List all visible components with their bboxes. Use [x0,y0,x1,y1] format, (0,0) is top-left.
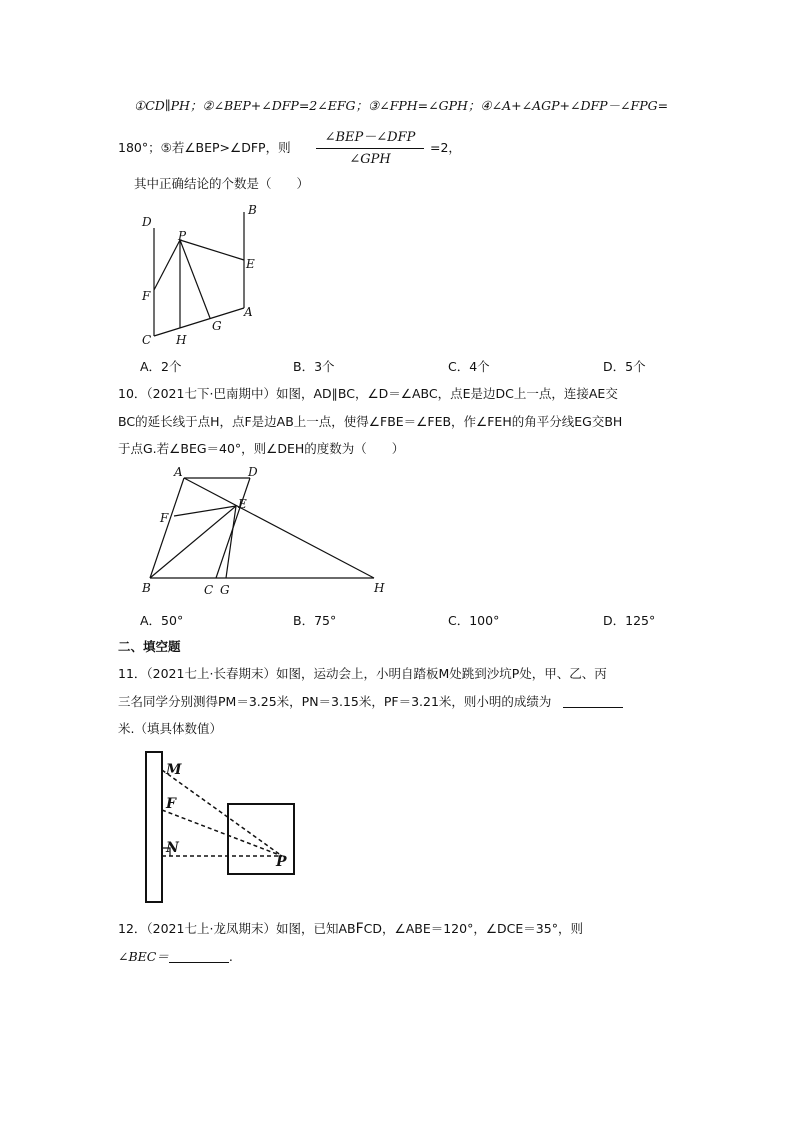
q11-line2 [118,692,623,710]
q10-option-c: C．100° [448,613,500,628]
q10-label-F: F [160,511,169,525]
q10-label-C: C [204,583,214,597]
q11-line3: 米.（填具体数值） [118,721,222,736]
q11-label-F: F [166,796,176,812]
q9-line-CA [154,308,244,336]
q10-line2: BC的延长线于点H，点F是边AB上一点，使得∠FBE＝∠FEB，作∠FEH的角平分线EG交BH [118,414,623,429]
q10-option-a: A．50° [140,613,184,628]
q9-label-C: C [142,333,152,347]
q9-fraction-denominator: ∠GPH [349,152,391,167]
q9-fraction-result: =2， [430,140,461,155]
q9-question: 其中正确结论的个数是（ ） [134,176,310,191]
q12-parallel-symbol: F [355,921,364,937]
q9-line-PE [180,240,244,260]
q11-takeoff-board [146,752,162,902]
q12-line2 [118,947,233,965]
q12-line1-start: 12．（2021七上·龙凤期末）如图，已知AB [118,921,356,936]
q9-label-A: A [244,305,253,319]
q10-option-d: D．125° [603,613,656,628]
section-title-fill-in: 二、填空题 [118,639,181,654]
q10-line1: 10．（2021七下·巴南期中）如图，AD∥BC，∠D＝∠ABC，点E是边DC上一点，连接AE交 [118,386,618,401]
q11-line1: 11．（2021七上·长春期末）如图，运动会上，小明自踏板M处跳到沙坑P处，甲、乙、丙 [118,666,607,681]
q12-line1-end: CD，∠ABE＝120°，∠DCE＝35°，则 [363,921,583,936]
q9-label-F: F [142,289,151,303]
q9-conditions-line1: ①CD∥PH；②∠BEP+∠DFP=2∠EFG；③∠FPH=∠GPH；④∠A+∠AGP+∠DFP－∠FPG= [134,98,669,113]
q9-label-B: B [248,203,257,217]
q10-label-A: A [174,465,183,479]
q9-conditions-line2: 180°；⑤若∠BEP>∠DFP，则 [118,140,291,155]
q10-line-AH [184,478,374,578]
q9-label-D: D [142,215,152,229]
q9-figure [130,198,270,348]
q12-line2-end: . [228,949,233,964]
q11-answer-blank[interactable] [563,695,623,708]
q11-line-PF [162,810,282,856]
q11-label-M: M [166,762,182,778]
q10-label-D: D [248,465,258,479]
q9-fraction [316,126,424,167]
q12-answer-blank[interactable] [169,950,229,963]
q9-option-d: D．5个 [603,359,646,374]
q10-label-G: G [220,583,230,597]
q10-label-E: E [238,497,247,511]
q9-line-PG [180,240,210,318]
q9-label-P: P [178,229,187,243]
q12-line1 [118,919,583,937]
q12-angle-BEC: ∠BEC＝ [118,949,169,964]
q9-label-E: E [246,257,255,271]
q10-line3: 于点G.若∠BEG＝40°，则∠DEH的度数为（ ） [118,441,405,456]
q9-option-a: A．2个 [140,359,182,374]
q10-label-B: B [142,581,151,595]
q11-line-PM [162,770,282,856]
q11-figure [138,748,308,908]
q10-figure [138,462,398,602]
q11-label-N: N [166,840,179,856]
q9-fraction-numerator: ∠BEP－∠DFP [324,130,416,145]
q11-label-P: P [276,854,287,870]
q9-label-H: H [176,333,187,347]
q11-line2-text: 三名同学分别测得PM＝3.25米，PN＝3.15米，PF＝3.21米，则小明的成绩为 [118,694,552,709]
q9-line-PF [154,240,180,290]
q9-option-c: C．4个 [448,359,490,374]
q10-line-EG [226,506,236,578]
q10-option-b: B．75° [293,613,337,628]
q9-fraction-bar [316,148,424,149]
q9-label-G: G [212,319,222,333]
q9-option-b: B．3个 [293,359,335,374]
q10-label-H: H [374,581,385,595]
